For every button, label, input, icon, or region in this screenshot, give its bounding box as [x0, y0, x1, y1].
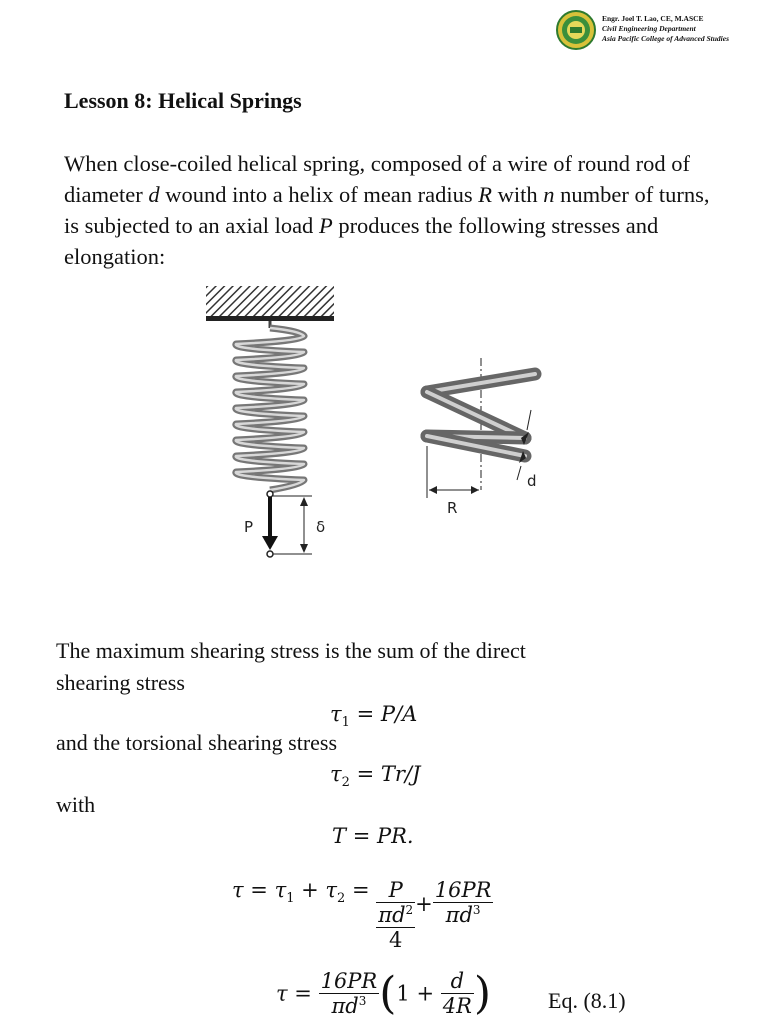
intro-text: number of turns, is subjected to an axial load [64, 182, 710, 238]
school-name: Asia Pacific College of Advanced Studies [602, 34, 729, 43]
equation-8-1: τ = $\frac{16PR}{\pi d^3}$ (1 + $\frac{d}{4R}$ ) [276, 968, 492, 1019]
intro-text: wound into a helix of mean radius [159, 182, 479, 207]
page-header [556, 10, 766, 54]
intro-text: with [492, 182, 544, 207]
fixed-support [206, 286, 334, 316]
load-label: P [244, 518, 254, 536]
radius-label: R [447, 499, 458, 517]
diameter-label: d [527, 472, 537, 490]
var-d: d [148, 182, 160, 207]
spring-detail-diagram [405, 350, 565, 525]
equation-torque: T = PR. [332, 824, 414, 848]
max-shear-line-2: shearing stress [56, 670, 185, 695]
max-shear-line-1: The maximum shearing stress is the sum of the direct [56, 638, 526, 663]
author-info [602, 14, 729, 44]
with-text: with [56, 792, 96, 817]
college-seal-icon [556, 10, 596, 50]
intro-text: When close-coiled helical spring, composed of a wire of round rod of diameter [64, 151, 691, 207]
lesson-title: Lesson 8: Helical Springs [64, 88, 302, 113]
var-R: R [478, 182, 493, 207]
elongation-label: δ [316, 518, 326, 536]
equation-number: Eq. (8.1) [548, 988, 626, 1013]
intro-text: produces the following stresses and elongation: [64, 213, 659, 269]
equation-tau2: $\tau_2 = Tr/J$ [330, 762, 421, 791]
torsional-text: and the torsional shearing stress [56, 730, 338, 755]
spring-diagram-loaded [200, 284, 340, 564]
var-n: n [543, 182, 555, 207]
equation-total-shear: $\tau = \tau_1 + \tau_2$ = P $\pi d^2$ 4 + $\frac{16PR}{\pi d^3}$ [232, 878, 492, 952]
author-name: Engr. Joel T. Lao, CE, M.ASCE [602, 14, 704, 23]
department-name: Civil Engineering Department [602, 24, 696, 33]
var-P: P [318, 213, 333, 238]
equation-tau1: $\tau_1 = P/A$ [330, 702, 418, 731]
intro-paragraph [64, 148, 724, 272]
diameter-dimension [517, 466, 521, 480]
coil-section [427, 374, 535, 456]
